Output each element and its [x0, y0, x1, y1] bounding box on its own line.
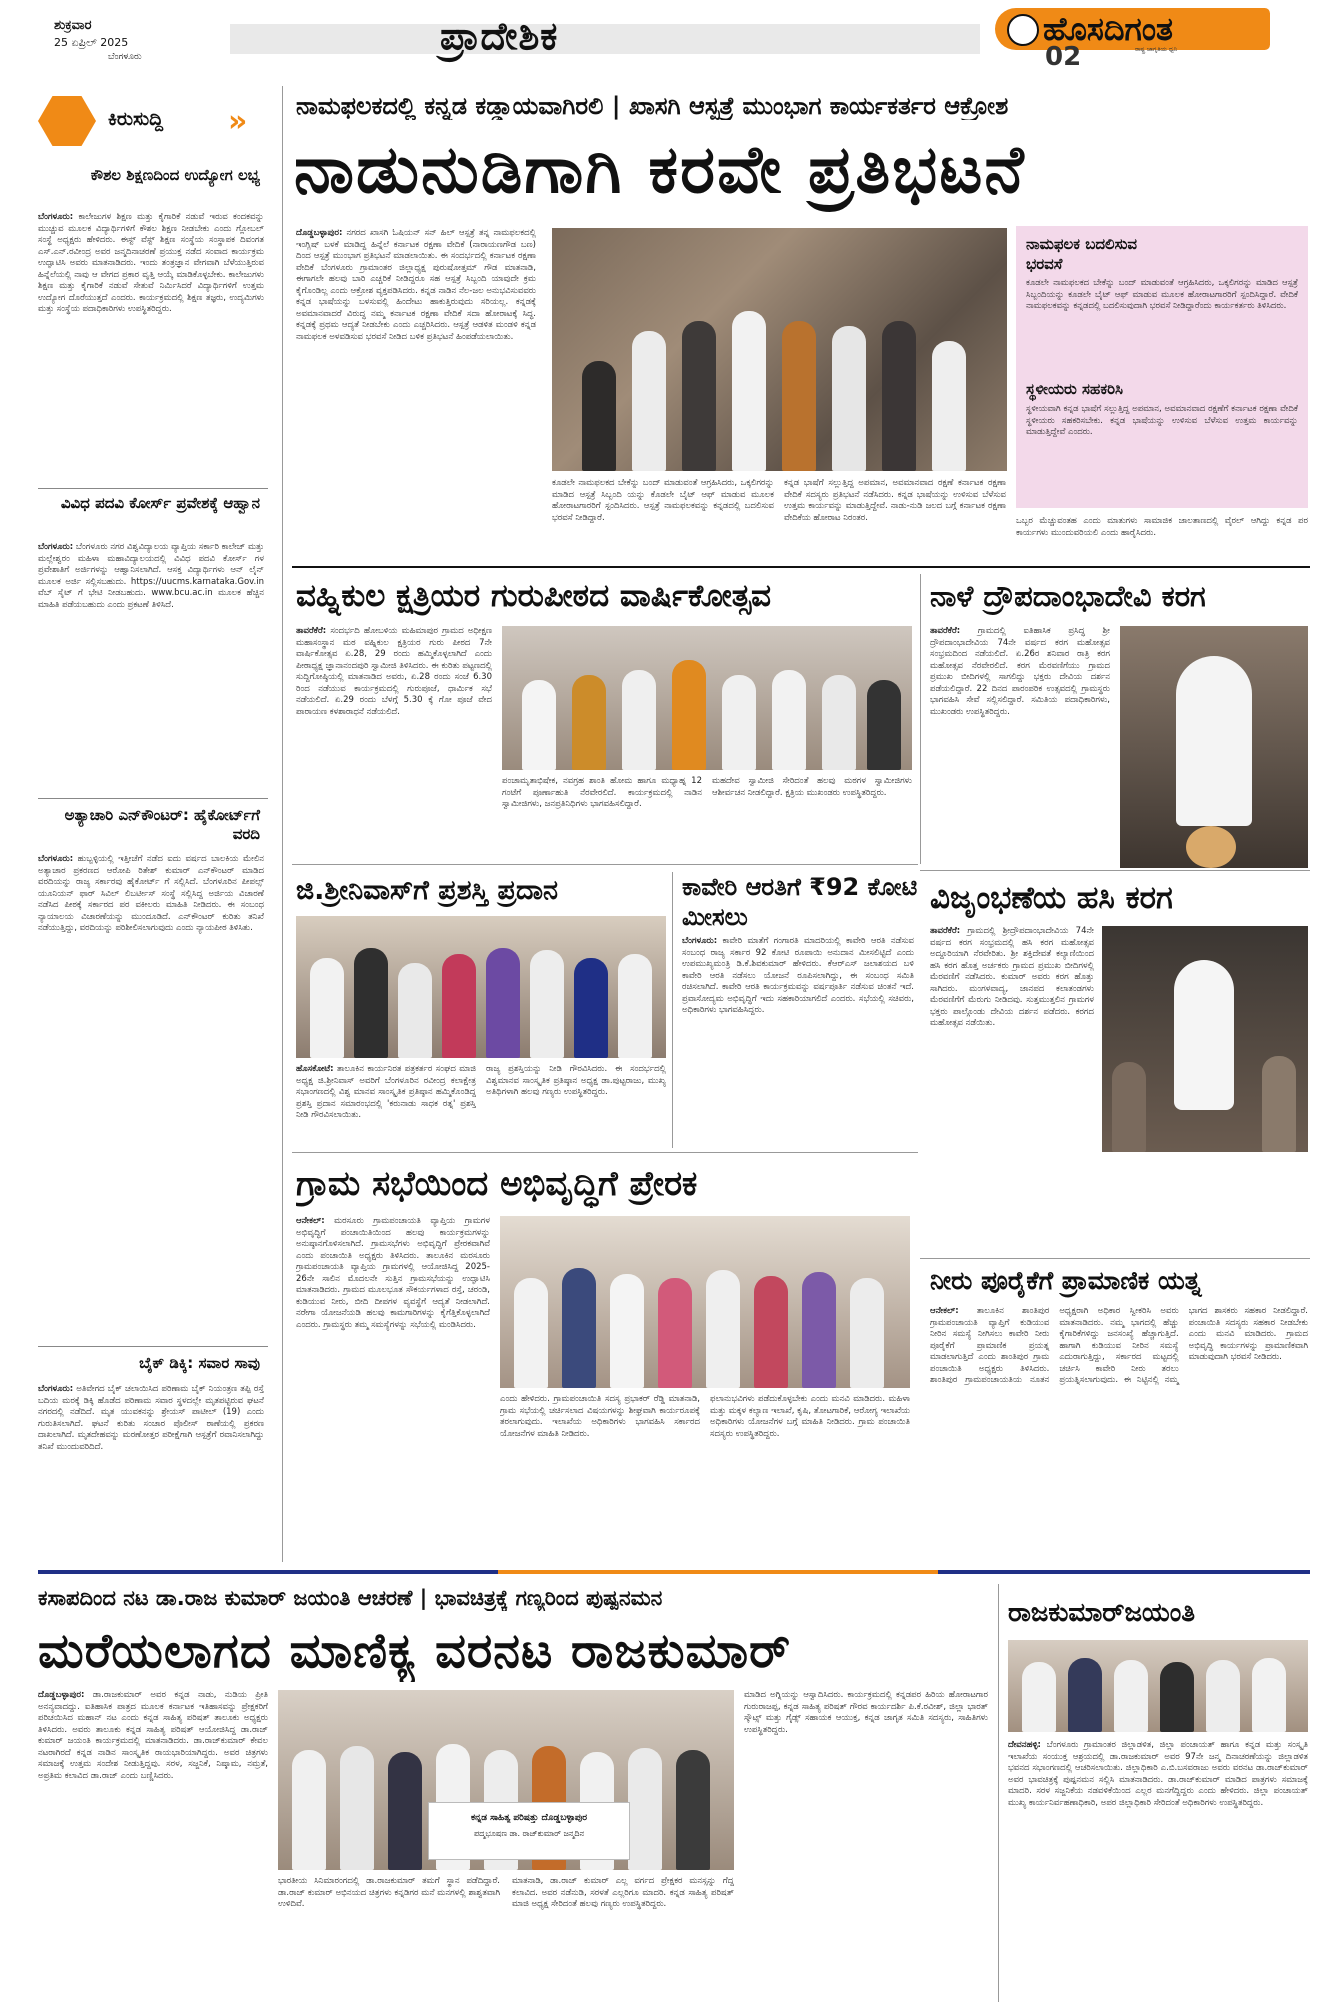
masthead: [0, 0, 1338, 70]
header-city: ಬೆಂಗಳೂರು: [108, 52, 142, 62]
bottom-body-col4: ಮಾಡಿದ ಅಗ್ನಿಯನ್ನು ಆಸ್ವಾದಿಸಿದರು. ಕಾರ್ಯಕ್ರಮದಲ್ಲಿ ಕನ್ನಡಪರ ಹಿರಿಯ ಹೋರಾಟಗಾರ ಗುರುರಾಜಪ್ಪ, ಕನ್ನಡ ಸಾಹಿತ್ಯ ಪರಿಷತ್ ಗೌರವ ಕಾರ್ಯದರ್ಶಿ ಪಿ.ಕೆ.ರವೀಶ್, ಜಿಲ್ಲಾ ಭಾರತ್ ಸ್ಕೌಟ್ಸ್ ಮತ್ತು ಗೈಡ್ಸ್ ಸಹಾಯಕ ಆಯುಕ್ತ, ಕನ್ನಡ ಜಾಗೃತ ಸಮಿತಿ ಸದಸ್ಯರು, ಸಾಹಿತಿಗಳು ಉಪಸ್ಥಿತರಿದ್ದರು.: [744, 1690, 988, 1735]
bottom-kicker: ಕಸಾಪದಿಂದ ನಟ ಡಾ.ರಾಜ ಕುಮಾರ್ ಜಯಂತಿ ಆಚರಣೆ | ಭಾವಚಿತ್ರಕ್ಕೆ ಗಣ್ಯರಿಂದ ಪುಷ್ಪನಮನ: [38, 1586, 663, 1610]
lead-kicker: ನಾಮಫಲಕದಲ್ಲಿ ಕನ್ನಡ ಕಡ್ಡಾಯವಾಗಿರಲಿ | ಖಾಸಗಿ ಆಸ್ಪತ್ರೆ ಮುಂಭಾಗ ಕಾರ್ಯಕರ್ತರ ಆಕ್ರೋಶ: [296, 92, 1009, 120]
badge-label: ಕಿರುಸುದ್ದಿ: [108, 108, 164, 130]
vanhikula-photo: [502, 626, 912, 770]
story-body-col2: ಎಂದು ಹೇಳಿದರು. ಗ್ರಾಮಪಂಚಾಯಿತಿ ಸದಸ್ಯ ಪ್ರಭಾಕರ್ ರೆಡ್ಡಿ ಮಾತನಾಡಿ, ಗ್ರಾಮ ಸಭೆಯಲ್ಲಿ ಚರ್ಚಿಸಲಾದ ವಿಷಯಗಳನ್ನು ಶೀಘ್ರವಾಗಿ ಕಾರ್ಯರೂಪಕ್ಕೆ ತರಲಾಗುವುದು. ಇಲಾಖೆಯ ಅಧಿಕಾರಿಗಳು ಭಾಗವಹಿಸಿ ಸರ್ಕಾರದ ಯೋಜನೆಗಳ ಮಾಹಿತಿ ನೀಡಿದರು.: [500, 1394, 700, 1439]
lead-tail: ಒಬ್ಬರ ಮೆಚ್ಚುವಂತಹ ಎಂದು ಮಾತುಗಳು ಸಾಮಾಜಿಕ ಜಾಲತಾಣದಲ್ಲಿ ವೈರಲ್ ಆಗಿದ್ದು ಕನ್ನಡ ಪರ ಕಾರ್ಯಗಳು ಮುಂದುವರಿಯಲಿ ಎಂದು ಹಾರೈಸಿದರು.: [1016, 516, 1308, 538]
story-body: ಬೆಂಗಳೂರು: ಕಾವೇರಿ ಮಾತೆಗೆ ಗಂಗಾರತಿ ಮಾದರಿಯಲ್ಲಿ ಕಾವೇರಿ ಆರತಿ ನಡೆಸುವ ಸಂಬಂಧ ರಾಜ್ಯ ಸರ್ಕಾರ 92 ಕೋಟಿ ರೂಪಾಯಿ ಅನುದಾನ ಮೀಸಲಿಟ್ಟಿದೆ ಎಂದು ಉಪಮುಖ್ಯಮಂತ್ರಿ ಡಿ.ಕೆ.ಶಿವಕುಮಾರ್ ಹೇಳಿದರು. ಕೆಆರ್‌ಎಸ್ ಜಲಾಶಯದ ಬಳಿ ಕಾವೇರಿ ಆರತಿ ನಡೆಸಲು ಯೋಜನೆ ರೂಪಿಸಲಾಗಿದ್ದು, ಈ ಸಂಬಂಧ ಸಮಿತಿ ರಚಿಸಲಾಗಿದೆ. ಕಾವೇರಿ ಆರತಿ ಕಾರ್ಯಕ್ರಮವನ್ನು ವರ್ಷಪೂರ್ತಿ ನಡೆಸುವ ಚಿಂತನೆ ಇದೆ. ಪ್ರವಾಸೋದ್ಯಮ ಅಭಿವೃದ್ಧಿಗೆ ಇದು ಸಹಕಾರಿಯಾಗಲಿದೆ ಎಂದರು. ಸಭೆಯಲ್ಲಿ ಸಚಿವರು, ಅಧಿಕಾರಿಗಳು ಭಾಗವಹಿಸಿದ್ದರು.: [682, 936, 914, 1015]
banner: [428, 1802, 630, 1860]
story-headline: ಗ್ರಾಮ ಸಭೆಯಿಂದ ಅಭಿವೃದ್ಧಿಗೆ ಪ್ರೇರಕ: [296, 1164, 698, 1204]
sidebar-item-title: ವಿವಿಧ ಪದವಿ ಕೋರ್ಸ್ ಪ್ರವೇಶಕ್ಕೆ ಆಹ್ವಾನ: [60, 494, 260, 512]
story-headline: ನಾಳೆ ದ್ರೌಪದಾಂಭಾದೇವಿ ಕರಗ: [930, 579, 1206, 613]
story-headline: ಜಿ.ಶ್ರೀನಿವಾಸ್‌ಗೆ ಪ್ರಶಸ್ತಿ ಪ್ರದಾನ: [296, 875, 559, 906]
story-body: ಆನೇಕಲ್: ಮರಸೂರು ಗ್ರಾಮಪಂಚಾಯತಿ ವ್ಯಾಪ್ತಿಯ ಗ್ರಾಮಗಳ ಅಭಿವೃದ್ಧಿಗೆ ಪಂಚಾಯಿತಿಯಿಂದ ಹಲವು ಕಾರ್ಯಕ್ರಮಗಳನ್ನು ಅನುಷ್ಠಾನಗೊಳಿಸಲಾಗಿದೆ. ಗ್ರಾಮಸಭೆಗಳು ಅಭಿವೃದ್ಧಿಗೆ ಪ್ರೇರಕವಾಗಿವೆ ಎಂದು ಪಂಚಾಯಿತಿ ಅಧ್ಯಕ್ಷರು ತಿಳಿಸಿದರು. ತಾಲೂಕಿನ ಮರಸೂರು ಗ್ರಾಮಪಂಚಾಯತಿ ವ್ಯಾಪ್ತಿಯ ಗ್ರಾಮಗಳಲ್ಲಿ ಆಯೋಜಿಸಿದ್ದ 2025-26ನೇ ಸಾಲಿನ ಮೊದಲನೇ ಸುತ್ತಿನ ಗ್ರಾಮಸಭೆಯನ್ನು ಉದ್ಘಾಟಿಸಿ ಮಾತನಾಡಿದರು. ಗ್ರಾಮದ ಮೂಲಭೂತ ಸೌಕರ್ಯಗಳಾದ ರಸ್ತೆ, ಚರಂಡಿ, ಕುಡಿಯುವ ನೀರು, ಬೀದಿ ದೀಪಗಳ ವ್ಯವಸ್ಥೆಗೆ ಆದ್ಯತೆ ನೀಡಲಾಗಿದೆ. ನರೇಗಾ ಯೋಜನೆಯಡಿ ಹಲವು ಕಾಮಗಾರಿಗಳನ್ನು ಕೈಗೆತ್ತಿಕೊಳ್ಳಲಾಗಿದೆ ಎಂದರು. ಗ್ರಾಮಸ್ಥರು ತಮ್ಮ ಸಮಸ್ಯೆಗಳನ್ನು ಸಭೆಯಲ್ಲಿ ಮಂಡಿಸಿದರು.: [296, 1216, 490, 1330]
kirusuddi-badge: [38, 96, 258, 146]
page-number: 02: [1045, 42, 1082, 72]
banner-line: ಪದ್ಮಭೂಷಣ ಡಾ. ರಾಜ್‌ಕುಮಾರ್ ಜನ್ಮದಿನ: [473, 1829, 585, 1838]
story-body: ಆನೇಕಲ್: ತಾಲೂಕಿನ ಶಾಂತಿಪುರ ಗ್ರಾಮಪಂಚಾಯತಿ ವ್ಯಾಪ್ತಿಗೆ ಕುಡಿಯುವ ನೀರಿನ ಸಮಸ್ಯೆ ನೀಗಿಸಲು ಕಾವೇರಿ ನೀರು ಪೂರೈಕೆಗೆ ಪ್ರಾಮಾಣಿಕ ಪ್ರಯತ್ನ ಮಾಡಲಾಗುತ್ತಿದೆ ಎಂದು ಶಾಂತಿಪುರ ಗ್ರಾಮ ಪಂಚಾಯಿತಿ ಅಧ್ಯಕ್ಷರು ತಿಳಿಸಿದರು. ಶಾಂತಿಪುರ ಗ್ರಾಮಪಂಚಾಯತಿಯ ನೂತನ ಅಧ್ಯಕ್ಷರಾಗಿ ಅಧಿಕಾರ ಸ್ವೀಕರಿಸಿ ಅವರು ಮಾತನಾಡಿದರು. ನಮ್ಮ ಭಾಗದಲ್ಲಿ ಹೆಚ್ಚು ಕೈಗಾರಿಕೆಗಳಿದ್ದು ಜನಸಂಖ್ಯೆ ಹೆಚ್ಚಾಗುತ್ತಿದೆ. ಹಾಗಾಗಿ ಕುಡಿಯುವ ನೀರಿನ ಸಮಸ್ಯೆ ಎದುರಾಗುತ್ತಿದ್ದು, ಸರ್ಕಾರದ ಮಟ್ಟದಲ್ಲಿ ಚರ್ಚಿಸಿ ಕಾವೇರಿ ನೀರು ತರಲು ಪ್ರಯತ್ನಿಸಲಾಗುವುದು. ಈ ನಿಟ್ಟಿನಲ್ಲಿ ನಮ್ಮ ಭಾಗದ ಶಾಸಕರು ಸಹಕಾರ ನೀಡಲಿದ್ದಾರೆ. ಪಂಚಾಯಿತಿ ಸದಸ್ಯರು ಸಹಕಾರ ನೀಡಬೇಕು ಎಂದು ಮನವಿ ಮಾಡಿದರು. ಗ್ರಾಮದ ಅಭಿವೃದ್ಧಿ ಕಾರ್ಯಗಳನ್ನು ಪ್ರಾಮಾಣಿಕವಾಗಿ ಮಾಡುವುದಾಗಿ ಭರವಸೆ ನೀಡಿದರು.: [930, 1306, 1308, 1385]
story-body: ತಾವರೆಕೆರೆ: ಗ್ರಾಮದಲ್ಲಿ ಶ್ರೀದ್ರೌಪದಾಂಭಾದೇವಿಯ 74ನೇ ವರ್ಷದ ಕರಗ ಸಂಭ್ರಮದಲ್ಲಿ ಹಸಿ ಕರಗ ಮಹೋತ್ಸವ ಅದ್ದೂರಿಯಾಗಿ ನೆರವೇರಿತು. ಶ್ರೀ ಶಕ್ತಿದೇವತೆ ಕಲ್ಯಾಣಿಯಿಂದ ಹಸಿ ಕರಗ ಹೊತ್ತ ಅರ್ಚಕರು ಗ್ರಾಮದ ಪ್ರಮುಖ ಬೀದಿಗಳಲ್ಲಿ ಮೆರವಣಿಗೆ ನಡೆಸಿದರು. ಕುಮಾರ್ ಅವರು ಕರಗ ಹೊತ್ತು ಸಾಗಿದರು. ಮಂಗಳವಾದ್ಯ, ಜಾನಪದ ಕಲಾತಂಡಗಳು ಮೆರವಣಿಗೆಗೆ ಮೆರುಗು ನೀಡಿದವು. ಸುತ್ತಮುತ್ತಲಿನ ಗ್ರಾಮಗಳ ಭಕ್ತರು ಪಾಲ್ಗೊಂಡು ದೇವಿಯ ದರ್ಶನ ಪಡೆದರು. ಕರಗದ ಮಹೋತ್ಸವ ನಡೆಯಿತು.: [930, 926, 1094, 1028]
box-body: ಸ್ಥಳೀಯವಾಗಿ ಕನ್ನಡ ಭಾಷೆಗೆ ಸಲ್ಲುತ್ತಿದ್ದ ಅಪಮಾನ, ಅವಮಾನವಾದ ರಕ್ಷಣೆಗೆ ಕರ್ನಾಟಕ ರಕ್ಷಣಾ ವೇದಿಕೆ ಸ್ಥಳೀಯರು ಸಹಕರಿಸಬೇಕು. ಕನ್ನಡ ಭಾಷೆಯನ್ನು ಉಳಿಸುವ ಬೆಳೆಸುವ ಉತ್ತಮ ಕಾರ್ಯವನ್ನು ಮಾಡುತ್ತಿದ್ದೇವೆ ಎಂದರು.: [1026, 404, 1298, 437]
story-body-col2: ಪಂಚಾಮೃತಾಭಿಷೇಕ, ನವಗ್ರಹ ಶಾಂತಿ ಹೋಮ ಹಾಗೂ ಮಧ್ಯಾಹ್ನ 12 ಗಂಟೆಗೆ ಪೂರ್ಣಾಹುತಿ ನೆರವೇರಲಿದೆ. ಕಾರ್ಯಕ್ರಮದಲ್ಲಿ ನಾಡಿನ ಸ್ವಾಮೀಜಿಗಳು, ಜನಪ್ರತಿನಿಧಿಗಳು ಭಾಗವಹಿಸಲಿದ್ದಾರೆ.: [502, 776, 702, 809]
bottom-body-col2: ಭಾರತೀಯ ಸಿನಿಮಾರಂಗದಲ್ಲಿ ಡಾ.ರಾಜಕುಮಾರ್ ತಮಗೆ ಸ್ಥಾನ ಪಡೆದಿದ್ದಾರೆ. ಡಾ.ರಾಜ್ ಕುಮಾರ್ ಅಭಿನಯದ ಚಿತ್ರಗಳು ಕನ್ನಡಿಗರ ಮನೆ ಮನಗಳಲ್ಲಿ ಶಾಶ್ವತವಾಗಿ ಉಳಿದಿವೆ.: [278, 1876, 500, 1909]
story-headline: ನೀರು ಪೂರೈಕೆಗೆ ಪ್ರಾಮಾಣಿಕ ಯತ್ನ: [930, 1266, 1202, 1295]
sidebar-item-body: ಬೆಂಗಳೂರು: ಕಾಲೇಜುಗಳ ಶಿಕ್ಷಣ ಮತ್ತು ಕೈಗಾರಿಕೆ ನಡುವೆ ಇರುವ ಕಂದಕವನ್ನು ಮುಚ್ಚುವ ಮೂಲಕ ವಿದ್ಯಾರ್ಥಿಗಳಿಗೆ ಕೌಶಲ ಶಿಕ್ಷಣ ನೀಡಬೇಕು ಎಂದು ಗ್ಲೋಬಲ್ ಸಂಸ್ಥೆ ಅಧ್ಯಕ್ಷರು ಹೇಳಿದರು. ಈಸ್ಟ್ ವೆಸ್ಟ್ ಶಿಕ್ಷಣ ಸಂಸ್ಥೆಯ ಸಂಸ್ಥಾಪಕ ದಿವಂಗತ ಎಸ್.ಎನ್.ರವೀಂದ್ರ ಅವರ ಜನ್ಮದಿನಾಚರಣೆ ಪ್ರಯುಕ್ತ ನಡೆದ ಸಂವಾದ ಕಾರ್ಯಕ್ರಮ ಉದ್ಘಾಟಿಸಿ ಅವರು ಮಾತನಾಡಿದರು. ಇಂದು ತಂತ್ರಜ್ಞಾನ ವೇಗವಾಗಿ ಬೆಳೆಯುತ್ತಿರುವ ಹಿನ್ನೆಲೆಯಲ್ಲಿ ನಾವು ಆ ವೇಗದ ಪ್ರಕಾರ ವೃತ್ತಿ ಆಯ್ಕೆ ಮಾಡಿಕೊಳ್ಳಬೇಕು. ಕಾಲೇಜುಗಳು ಶಿಕ್ಷಣ ಮತ್ತು ಕೈಗಾರಿಕೆ ನಡುವೆ ಸೇತುವೆ ನಿರ್ಮಿಸಿದರೆ ವಿದ್ಯಾರ್ಥಿಗಳಿಗೆ ಉತ್ತಮ ಉದ್ಯೋಗ ದೊರೆಯುತ್ತದೆ ಎಂದರು. ಕಾರ್ಯಕ್ರಮದಲ್ಲಿ ಶಿಕ್ಷಣ ತಜ್ಞರು, ಉದ್ಯಮಿಗಳು ಮತ್ತು ಸಂಸ್ಥೆಯ ಪದಾಧಿಕಾರಿಗಳು ಉಪಸ್ಥಿತರಿದ್ದರು.: [38, 212, 264, 314]
brand-name: ಹೊಸದಿಗಂತ: [1043, 10, 1173, 48]
lead-body-col2: ಕೂಡಲೇ ನಾಮಫಲಕದ ಬೇಕೆನ್ನು ಬಂದ್ ಮಾಡುವಂತೆ ಆಗ್ರಹಿಸಿದರು, ಒಕ್ಕಲಿಗರನ್ನು ಮಾಡಿದ ಆಸ್ಪತ್ರೆ ಸಿಬ್ಬಂದಿ ಯನ್ನು ಕೊಡಲೇ ಬೈಟ್ ಆಫ್ ಮಾಡುವ ಮೂಲಕ ಹೋರಾಟಗಾರರಿಗೆ ಸ್ಪಂದಿಸಿದರು. ಆಸ್ಪತ್ರೆ ನಾಮಫಲಕವನ್ನು ಕನ್ನಡದಲ್ಲಿ ಬದಲಿಸುವ ಭರವಸೆ ನೀಡಿದ್ದಾರೆ.: [552, 478, 774, 523]
story-headline: ವಿಜೃಂಭಣೆಯ ಹಸಿ ಕರಗ: [930, 880, 1173, 916]
lead-headline: ನಾಡುನುಡಿಗಾಗಿ ಕರವೇ ಪ್ರತಿಭಟನೆ: [294, 131, 1026, 208]
story-headline: ವಹ್ನಿಕುಲ ಕ್ಷತ್ರಿಯರ ಗುರುಪೀಠದ ವಾರ್ಷಿಕೋತ್ಸವ: [296, 578, 772, 614]
hand-icon: [38, 96, 96, 146]
sidebar-item-body: ಬೆಂಗಳೂರು: ಬೆಂಗಳೂರು ನಗರ ವಿಶ್ವವಿದ್ಯಾಲಯ ವ್ಯಾಪ್ತಿಯ ಸರ್ಕಾರಿ ಕಾಲೇಜ್ ಮತ್ತು ಮಲ್ಲೇಶ್ವರಂ ಮಹಿಳಾ ಮಹಾವಿದ್ಯಾಲಯದಲ್ಲಿ ವಿವಿಧ ಪದವಿ ಕೋರ್ಸ್ ಗಳ ಪ್ರವೇಶಾತಿಗೆ ಅರ್ಜಿಗಳನ್ನು ಆಹ್ವಾನಿಸಲಾಗಿದೆ. ಆಸಕ್ತ ವಿದ್ಯಾರ್ಥಿಗಳು ಆನ್ ಲೈನ್ ಮೂಲಕ ಅರ್ಜಿ ಸಲ್ಲಿಸಬಹುದು. https://uucms.karnataka.Gov.in ವೆಬ್ ಸೈಟ್ ಗೆ ಭೇಟಿ ನೀಡಬಹುದು. www.bcu.ac.in ಮೂಲಕ ಹೆಚ್ಚಿನ ಮಾಹಿತಿ ಪಡೆಯಬಹುದು ಎಂದು ಪ್ರಕಟಣೆ ತಿಳಿಸಿದೆ.: [38, 542, 264, 610]
bottom-body-col3: ಮಾತನಾಡಿ, ಡಾ.ರಾಜ್ ಕುಮಾರ್ ಎಲ್ಲ ವರ್ಗದ ಪ್ರೇಕ್ಷಕರ ಮನಸ್ಸನ್ನು ಗೆದ್ದ ಕಲಾವಿದ. ಅವರ ನಡೆನುಡಿ, ಸರಳತೆ ಎಲ್ಲರಿಗೂ ಮಾದರಿ. ಕನ್ನಡ ಸಾಹಿತ್ಯ ಪರಿಷತ್ ಮಾಜಿ ಅಧ್ಯಕ್ಷ ಸೇರಿದಂತೆ ಹಲವು ಗಣ್ಯರು ಉಪಸ್ಥಿತರಿದ್ದರು.: [512, 1876, 734, 1909]
hasi-karaga-photo: [1102, 926, 1308, 1152]
sidebar-item-title: ಅತ್ಯಾಚಾರಿ ಎನ್‌ಕೌಂಟರ್: ಹೈಕೋರ್ಟ್‌ಗೆ ವರದಿ: [64, 806, 260, 843]
story-body: ದೇವನಹಳ್ಳಿ: ಬೆಂಗಳೂರು ಗ್ರಾಮಾಂತರ ಜಿಲ್ಲಾಡಳಿತ, ಜಿಲ್ಲಾ ಪಂಚಾಯತ್ ಹಾಗೂ ಕನ್ನಡ ಮತ್ತು ಸಂಸ್ಕೃತಿ ಇಲಾಖೆಯ ಸಂಯುಕ್ತ ಆಶ್ರಯದಲ್ಲಿ ಡಾ.ರಾಜಕುಮಾರ್ ಅವರ 97ನೇ ಜನ್ಮ ದಿನಾಚರಣೆಯನ್ನು ಜಿಲ್ಲಾಡಳಿತ ಭವನದ ಸಭಾಂಗಣದಲ್ಲಿ ಆಚರಿಸಲಾಯಿತು. ಜಿಲ್ಲಾಧಿಕಾರಿ ಎ.ಬಿ.ಬಸವರಾಜು ಅವರು ವರನಟ ಡಾ.ರಾಜ್‌ಕುಮಾರ್ ಅವರ ಭಾವಚಿತ್ರಕ್ಕೆ ಪುಷ್ಪನಮನ ಸಲ್ಲಿಸಿ ಮಾತನಾಡಿದರು. ಡಾ.ರಾಜ್‌ಕುಮಾರ್ ಮಾಡಿದ ಪಾತ್ರಗಳು ಸಮಾಜಕ್ಕೆ ಮಾದರಿ. ಸರಳ ಸಜ್ಜನಿಕೆಯ ನಡವಳಿಕೆಯಿಂದ ಎಲ್ಲರ ಮನಗೆದ್ದಿದ್ದರು ಎಂದು ಹೇಳಿದರು. ಜಿಲ್ಲಾ ಪಂಚಾಯತ್ ಮುಖ್ಯ ಕಾರ್ಯನಿರ್ವಹಣಾಧಿಕಾರಿ, ಅಪರ ಜಿಲ್ಲಾಧಿಕಾರಿ ಸೇರಿದಂತೆ ಅಧಿಕಾರಿಗಳು ಉಪಸ್ಥಿತರಿದ್ದರು.: [1008, 1740, 1308, 1808]
header-bar: [230, 24, 980, 54]
banner-line: ಕನ್ನಡ ಸಾಹಿತ್ಯ ಪರಿಷತ್ತು ದೊಡ್ಡಬಳ್ಳಾಪುರ: [470, 1813, 588, 1823]
brand-logo-icon: [1007, 14, 1039, 46]
karaga-photo: [1120, 626, 1308, 868]
lead-body-col3: ಕನ್ನಡ ಭಾಷೆಗೆ ಸಲ್ಲುತ್ತಿದ್ದ ಅಪಮಾನ, ಅವಮಾನವಾದ ರಕ್ಷಣೆ ಕರ್ನಾಟಕ ರಕ್ಷಣಾ ವೇದಿಕೆ ಸದಸ್ಯರು ಪ್ರತಿಭಟನೆ ನಡೆಸಿದರು. ಕನ್ನಡ ಭಾಷೆಯನ್ನು ಉಳಿಸುವ ಬೆಳೆಸುವ ಉತ್ತಮ ಕಾರ್ಯವನ್ನು ಮಾಡುತ್ತಿದ್ದೇವೆ. ನಾಡು-ನುಡಿ ಜಲದ ಬಗ್ಗೆ ಕರ್ನಾಟಕ ರಕ್ಷಣಾ ವೇದಿಕೆಯ ಹೋರಾಟ ನಿರಂತರ.: [784, 478, 1006, 523]
story-body-col2: ರಾಜ್ಯ ಪ್ರಶಸ್ತಿಯನ್ನು ನೀಡಿ ಗೌರವಿಸಿದರು. ಈ ಸಂದರ್ಭದಲ್ಲಿ ವಿಶ್ವಮಾನವ ಸಾಂಸ್ಕೃತಿಕ ಪ್ರತಿಷ್ಠಾನ ಅಧ್ಯಕ್ಷ ಡಾ.ಪುಟ್ಟರಾಜು, ಮುಖ್ಯ ಅತಿಥಿಗಳಾಗಿ ಹಲವು ಗಣ್ಯರು ಉಪಸ್ಥಿತರಿದ್ದರು.: [486, 1064, 666, 1097]
chevron-icon: »: [228, 104, 248, 139]
box-title: ನಾಮಫಲಕ ಬದಲಿಸುವ ಭರವಸೆ: [1026, 235, 1137, 273]
lead-body: ದೊಡ್ಡಬಳ್ಳಾಪುರ: ನಗರದ ಖಾಸಗಿ ಓಷಿಯನ್ ಸನ್ ಹಿಲ್ ಆಸ್ಪತ್ರೆ ತನ್ನ ನಾಮಫಲಕದಲ್ಲಿ ಇಂಗ್ಲಿಷ್ ಬಳಕೆ ಮಾಡಿದ್ದ ಹಿನ್ನೆಲೆ ಕರ್ನಾಟಕ ರಕ್ಷಣಾ ವೇದಿಕೆ (ನಾರಾಯಣಗೌಡ ಬಣ) ದಿಂದ ಆಸ್ಪತ್ರೆ ಮುಂಭಾಗ ಪ್ರತಿಭಟನೆ ಮಾಡಲಾಯಿತು. ಈ ಸಂದರ್ಭದಲ್ಲಿ ಕರ್ನಾಟಕ ರಕ್ಷಣಾ ವೇದಿಕೆ ಬೆಂಗಳೂರು ಗ್ರಾಮಾಂತರ ಜಿಲ್ಲಾಧ್ಯಕ್ಷ ಪುರುಷೋತ್ತಮ್ ಗೌಡ ಮಾತನಾಡಿ, ಈಗಾಗಲೇ ಹಲವು ಬಾರಿ ಎಚ್ಚರಿಕೆ ನೀಡಿದ್ದರೂ ಸಹ ಆಸ್ಪತ್ರೆ ಸಿಬ್ಬಂದಿ ಯಾವುದೇ ಕ್ರಮ ಕೈಗೊಂಡಿಲ್ಲ ಎಂದು ಆಕ್ರೋಶ ವ್ಯಕ್ತಪಡಿಸಿದರು. ಕನ್ನಡ ನಾಡಿನ ನೆಲ-ಜಲ ಅನುಭವಿಸುವವರು ಕನ್ನಡ ಭಾಷೆಯನ್ನು ಬಳಸುವಲ್ಲಿ ಹಿಂದೇಟು ಹಾಕುತ್ತಿರುವುದು ಸರಿಯಲ್ಲ. ಕನ್ನಡಕ್ಕೆ ಅವಮಾನವಾದರೆ ವಿರುದ್ಧ ನಮ್ಮ ಕರ್ನಾಟಕ ರಕ್ಷಣಾ ವೇದಿಕೆ ಸದಾ ಹೋರಾಟಕ್ಕೆ ಸಿದ್ಧ. ಕನ್ನಡಕ್ಕೆ ಪ್ರಥಮ ಆದ್ಯತೆ ನೀಡಬೇಕು ಎಂದು ಎಚ್ಚರಿಸಿದರು. ಆಸ್ಪತ್ರೆ ಆಡಳಿತ ಮಂಡಳಿ ಕನ್ನಡ ನಾಮಫಲಕ ಅಳವಡಿಸುವ ಭರವಸೆ ನೀಡಿದ ಬಳಿಕ ಪ್ರತಿಭಟನೆ ಹಿಂಪಡೆಯಲಾಯಿತು.: [296, 228, 536, 342]
sidebar: [38, 90, 276, 1560]
story-headline: ರಾಜಕುಮಾರ್‌ಜಯಂತಿ: [1008, 1598, 1196, 1628]
story-headline: ಕಾವೇರಿ ಆರತಿಗೆ ₹92 ಕೋಟಿ ಮೀಸಲು: [682, 873, 918, 931]
bottom-body: ದೊಡ್ಡಬಳ್ಳಾಪುರ: ಡಾ.ರಾಜಕುಮಾರ್ ಅವರ ಕನ್ನಡ ನಾಡು, ನುಡಿಯ ಪ್ರೀತಿ ಅನನ್ಯವಾದದ್ದು. ಐತಿಹಾಸಿಕ ಪಾತ್ರದ ಮೂಲಕ ಕರ್ನಾಟಕ ಇತಿಹಾಸವನ್ನು ಪ್ರೇಕ್ಷಕರಿಗೆ ಪರಿಚಯಿಸಿದ ಮಹಾನ್ ನಟ ಎಂದು ಕನ್ನಡ ಸಾಹಿತ್ಯ ಪರಿಷತ್ ತಾಲೂಕು ಅಧ್ಯಕ್ಷರು ತಿಳಿಸಿದರು. ಅವರು ತಾಲೂಕು ಕನ್ನಡ ಸಾಹಿತ್ಯ ಪರಿಷತ್ ಆಯೋಜಿಸಿದ್ದ ಡಾ.ರಾಜ್ ಕುಮಾರ್ ಜಯಂತಿ ಕಾರ್ಯಕ್ರಮದಲ್ಲಿ ಮಾತನಾಡಿದರು. ಡಾ.ರಾಜ್‌ಕುಮಾರ್ ಕೇವಲ ನಟರಾಗಿರದೆ ಕನ್ನಡ ನಾಡಿನ ಸಾಂಸ್ಕೃತಿಕ ರಾಯಭಾರಿಯಾಗಿದ್ದರು. ಅವರ ಚಿತ್ರಗಳು ಸಮಾಜಕ್ಕೆ ಉತ್ತಮ ಸಂದೇಶ ನೀಡುತ್ತಿದ್ದವು. ಸರಳ, ಸಜ್ಜನಿಕೆ, ನಿಷ್ಕಾಮ, ನಮ್ರತೆ, ಅಪ್ರತಿಮ ಕಲಾವಿದ ಡಾ.ರಾಜ್ ಎಂದು ಬಣ್ಣಿಸಿದರು.: [38, 1690, 268, 1781]
grama-sabhe-photo: [500, 1216, 910, 1388]
box-title: ಸ್ಥಳೀಯರು ಸಹಕರಿಸಿ: [1026, 380, 1123, 398]
lead-sidebox: [1016, 226, 1308, 508]
sidebar-item-title: ಬೈಕ್ ಡಿಕ್ಕಿ: ಸವಾರ ಸಾವು: [139, 1354, 260, 1372]
story-body: ತಾವರೆಕೆರೆ: ಗ್ರಾಮದಲ್ಲಿ ಐತಿಹಾಸಿಕ ಪ್ರಸಿದ್ಧ ಶ್ರೀ ದ್ರೌಪದಾಂಭಾದೇವಿಯ 74ನೇ ವರ್ಷದ ಕರಗ ಮಹೋತ್ಸವ ಸಂಭ್ರಮದಿಂದ ನಡೆಯಲಿದೆ. ಏ.26ರ ಶನಿವಾರ ರಾತ್ರಿ ಕರಗ ಮಹೋತ್ಸವ ನೆರವೇರಲಿದೆ. ಕರಗ ಮೆರವಣಿಗೆಯು ಗ್ರಾಮದ ಪ್ರಮುಖ ಬೀದಿಗಳಲ್ಲಿ ಸಾಗಲಿದ್ದು ಭಕ್ತರು ದೇವಿಯ ದರ್ಶನ ಪಡೆಯಲಿದ್ದಾರೆ. 22 ದಿನದ ಪಾರಂಪರಿಕ ಉತ್ಸವದಲ್ಲಿ ಗ್ರಾಮಸ್ಥರು ಭಾಗವಹಿಸಿ ಸೇವೆ ಸಲ್ಲಿಸಲಿದ್ದಾರೆ. ಸಮಿತಿಯ ಪದಾಧಿಕಾರಿಗಳು, ಮುಖಂಡರು ಉಪಸ್ಥಿತರಿದ್ದರು.: [930, 626, 1110, 717]
header-date: 25 ಏಪ್ರಿಲ್ 2025: [54, 36, 129, 49]
box-body: ಕೂಡಲೇ ನಾಮಫಲಕದ ಬೇಕೆನ್ನು ಬಂದ್ ಮಾಡುವಂತೆ ಆಗ್ರಹಿಸಿದರು, ಒಕ್ಕಲಿಗರನ್ನು ಮಾಡಿದ ಆಸ್ಪತ್ರೆ ಸಿಬ್ಬಂದಿಯನ್ನು ಕೂಡಲೇ ಬೈಟ್ ಆಫ್ ಮಾಡುವ ಮೂಲಕ ಹೋರಾಟಗಾರರಿಗೆ ಸ್ಪಂದಿಸಿದ್ದಾರೆ. ವೇದಿಕೆ ನಾಮಫಲಕವನ್ನು ಕನ್ನಡದಲ್ಲಿ ಬದಲಿಸುವುದಾಗಿ ಭರವಸೆ ನೀಡಿದ್ದಾರೆಂದು ಕಾರ್ಯಕರ್ತರು ತಿಳಿಸಿದರು.: [1026, 278, 1298, 311]
story-body-col3: ಮಹದೇವ ಸ್ವಾಮೀಜಿ ಸೇರಿದಂತೆ ಹಲವು ಮಠಗಳ ಸ್ವಾಮೀಜಿಗಳು ಆಶೀರ್ವಚನ ನೀಡಲಿದ್ದಾರೆ. ಕ್ಷತ್ರಿಯ ಮುಖಂಡರು ಉಪಸ್ಥಿತರಿದ್ದರು.: [712, 776, 912, 798]
section-title: ಪ್ರಾದೇಶಿಕ: [440, 14, 559, 58]
sidebar-item-title: ಕೌಶಲ ಶಿಕ್ಷಣದಿಂದ ಉದ್ಯೋಗ ಲಭ್ಯ: [90, 166, 260, 184]
header-day: ಶುಕ್ರವಾರ: [54, 18, 92, 33]
brand-tagline: ರಾಷ್ಟ್ರ ಜಾಗೃತಿಯ ಧ್ವನಿ: [1135, 46, 1178, 53]
story-body: ತಾವರೆಕೆರೆ: ಸಂದರ್ಭದಿ ಹೋಬಳಿಯ ಮಹಿಮಾಪುರ ಗ್ರಾಮದ ಅಧೀಕ್ಷಣ ಮಹಾಸಂಸ್ಥಾನ ಮಠ ವಹ್ನಿಕುಲ ಕ್ಷತ್ರಿಯರ ಗುರು ಪೀಠದ 7ನೇ ವಾರ್ಷಿಕೋತ್ಸವ ಏ.28, 29 ರಂದು ಹಮ್ಮಿಕೊಳ್ಳಲಾಗಿದೆ ಎಂದು ಪೀಠಾಧ್ಯಕ್ಷ ಜ್ಞಾನಾನಂದಪುರಿ ಸ್ವಾಮೀಜಿ ತಿಳಿಸಿದರು. ಈ ಕುರಿತು ಪಟ್ಟಣದಲ್ಲಿ ಸುದ್ದಿಗೋಷ್ಠಿಯಲ್ಲಿ ಮಾತನಾಡಿದ ಅವರು, ಏ.28 ರಂದು ಸಂಜೆ 6.30 ರಿಂದ ನಡೆಯುವ ಕಾರ್ಯಕ್ರಮದಲ್ಲಿ ಗುರುಪೂಜೆ, ಧಾರ್ಮಿಕ ಸಭೆ ನಡೆಯಲಿದೆ. ಏ.29 ರಂದು ಬೆಳಗ್ಗೆ 5.30 ಕ್ಕೆ ಗೋ ಪೂಜೆ ವೇದ ಪಾರಾಯಣ ಕಳಶಾರಾಧನೆ ನಡೆಯಲಿದೆ.: [296, 626, 492, 717]
lead-photo: [552, 228, 1007, 471]
story-body-col3: ಫಲಾನುಭವಿಗಳು ಪಡೆದುಕೊಳ್ಳಬೇಕು ಎಂದು ಮನವಿ ಮಾಡಿದರು. ಮಹಿಳಾ ಮತ್ತು ಮಕ್ಕಳ ಕಲ್ಯಾಣ ಇಲಾಖೆ, ಕೃಷಿ, ತೋಟಗಾರಿಕೆ, ಆರೋಗ್ಯ ಇಲಾಖೆಯ ಅಧಿಕಾರಿಗಳು ಯೋಜನೆಗಳ ಬಗ್ಗೆ ಮಾಹಿತಿ ನೀಡಿದರು. ಗ್ರಾಮ ಪಂಚಾಯಿತಿ ಸದಸ್ಯರು ಉಪಸ್ಥಿತರಿದ್ದರು.: [710, 1394, 910, 1439]
story-body: ಹೊಸಕೋಟೆ: ತಾಲೂಕಿನ ಕಾರ್ಯನಿರತ ಪತ್ರಕರ್ತರ ಸಂಘದ ಮಾಜಿ ಅಧ್ಯಕ್ಷ ಜಿ.ಶ್ರೀನಿವಾಸ್ ಅವರಿಗೆ ಬೆಂಗಳೂರಿನ ರವೀಂದ್ರ ಕಲಾಕ್ಷೇತ್ರ ಸಭಾಂಗಣದಲ್ಲಿ ವಿಶ್ವ ಮಾನವ ಸಾಂಸ್ಕೃತಿಕ ಪ್ರತಿಷ್ಠಾನ ಹಮ್ಮಿಕೊಂಡಿದ್ದ ಪ್ರಶಸ್ತಿ ಪ್ರದಾನ ಸಮಾರಂಭದಲ್ಲಿ 'ಕರುನಾಡು ಸಾಧಕ ರತ್ನ' ಪ್ರಶಸ್ತಿ ನೀಡಿ ಗೌರವಿಸಲಾಯಿತು.: [296, 1064, 476, 1120]
bottom-headline: ಮರೆಯಲಾಗದ ಮಾಣಿಕ್ಯ ವರನಟ ರಾಜಕುಮಾರ್: [38, 1623, 792, 1679]
brand-block: [985, 6, 1285, 72]
jayanti-photo: [1008, 1640, 1308, 1732]
award-photo: [296, 916, 666, 1058]
section-divider: [38, 1568, 1310, 1576]
sidebar-item-body: ಬೆಂಗಳೂರು: ಅತಿವೇಗದ ಬೈಕ್ ಚಲಾಯಿಸಿದ ಪರಿಣಾಮ ಬೈಕ್ ನಿಯಂತ್ರಣ ತಪ್ಪಿ ರಸ್ತೆ ಬದಿಯ ಮರಕ್ಕೆ ಡಿಕ್ಕಿ ಹೊಡೆದ ಪರಿಣಾಮ ಸವಾರ ಸ್ಥಳದಲ್ಲೇ ಮೃತಪಟ್ಟಿರುವ ಘಟನೆ ನಗರದಲ್ಲಿ ನಡೆದಿದೆ. ಮೃತ ಯುವಕನನ್ನು ಶ್ರೇಯಸ್ ಪಾಟೀಲ್ (19) ಎಂದು ಗುರುತಿಸಲಾಗಿದೆ. ಘಟನೆ ಕುರಿತು ಸಂಚಾರ ಪೊಲೀಸ್ ಠಾಣೆಯಲ್ಲಿ ಪ್ರಕರಣ ದಾಖಲಾಗಿದೆ. ಮೃತದೇಹವನ್ನು ಮರಣೋತ್ತರ ಪರೀಕ್ಷೆಗಾಗಿ ಆಸ್ಪತ್ರೆಗೆ ರವಾನಿಸಲಾಗಿದ್ದು ತನಿಖೆ ಮುಂದುವರಿದಿದೆ.: [38, 1384, 264, 1452]
rajkumar-photo: [278, 1690, 734, 1870]
sidebar-item-body: ಬೆಂಗಳೂರು: ಹುಬ್ಬಳ್ಳಿಯಲ್ಲಿ ಇತ್ತೀಚೆಗೆ ನಡೆದ ಐದು ವರ್ಷದ ಬಾಲಕಿಯ ಮೇಲಿನ ಅತ್ಯಾಚಾರ ಪ್ರಕರಣದ ಆರೋಪಿ ರಿತೇಶ್ ಕುಮಾರ್ ಎನ್‌ಕೌಂಟರ್ ಮಾಡಿದ ವರದಿಯನ್ನು ರಾಜ್ಯ ಸರ್ಕಾರವು ಹೈಕೋರ್ಟ್ ಗೆ ಸಲ್ಲಿಸಿದೆ. ಬೆಂಗಳೂರಿನ ಪೀಪಲ್ಸ್ ಯೂನಿಯನ್ ಫಾರ್ ಸಿವಿಲ್ ಲಿಬರ್ಟೀಸ್ ಸಂಸ್ಥೆ ಸಲ್ಲಿಸಿದ್ದ ಅರ್ಜಿಯ ವಿಚಾರಣೆ ನಡೆಸಿದ ಪೀಠಕ್ಕೆ ಸರ್ಕಾರದ ಪರ ವಕೀಲರು ಮಾಹಿತಿ ನೀಡಿದರು. ಈ ಸಂಬಂಧ ನ್ಯಾಯಾಲಯ ವಿಚಾರಣೆಯನ್ನು ಮುಂದೂಡಿದೆ. ಎನ್‌ಕೌಂಟರ್ ಕುರಿತು ತನಿಖೆ ನಡೆಯುತ್ತಿದ್ದು, ವರದಿಯನ್ನು ಪರಿಶೀಲಿಸಲಾಗುವುದು ಎಂದು ನ್ಯಾಯಪೀಠ ತಿಳಿಸಿತು.: [38, 854, 264, 933]
